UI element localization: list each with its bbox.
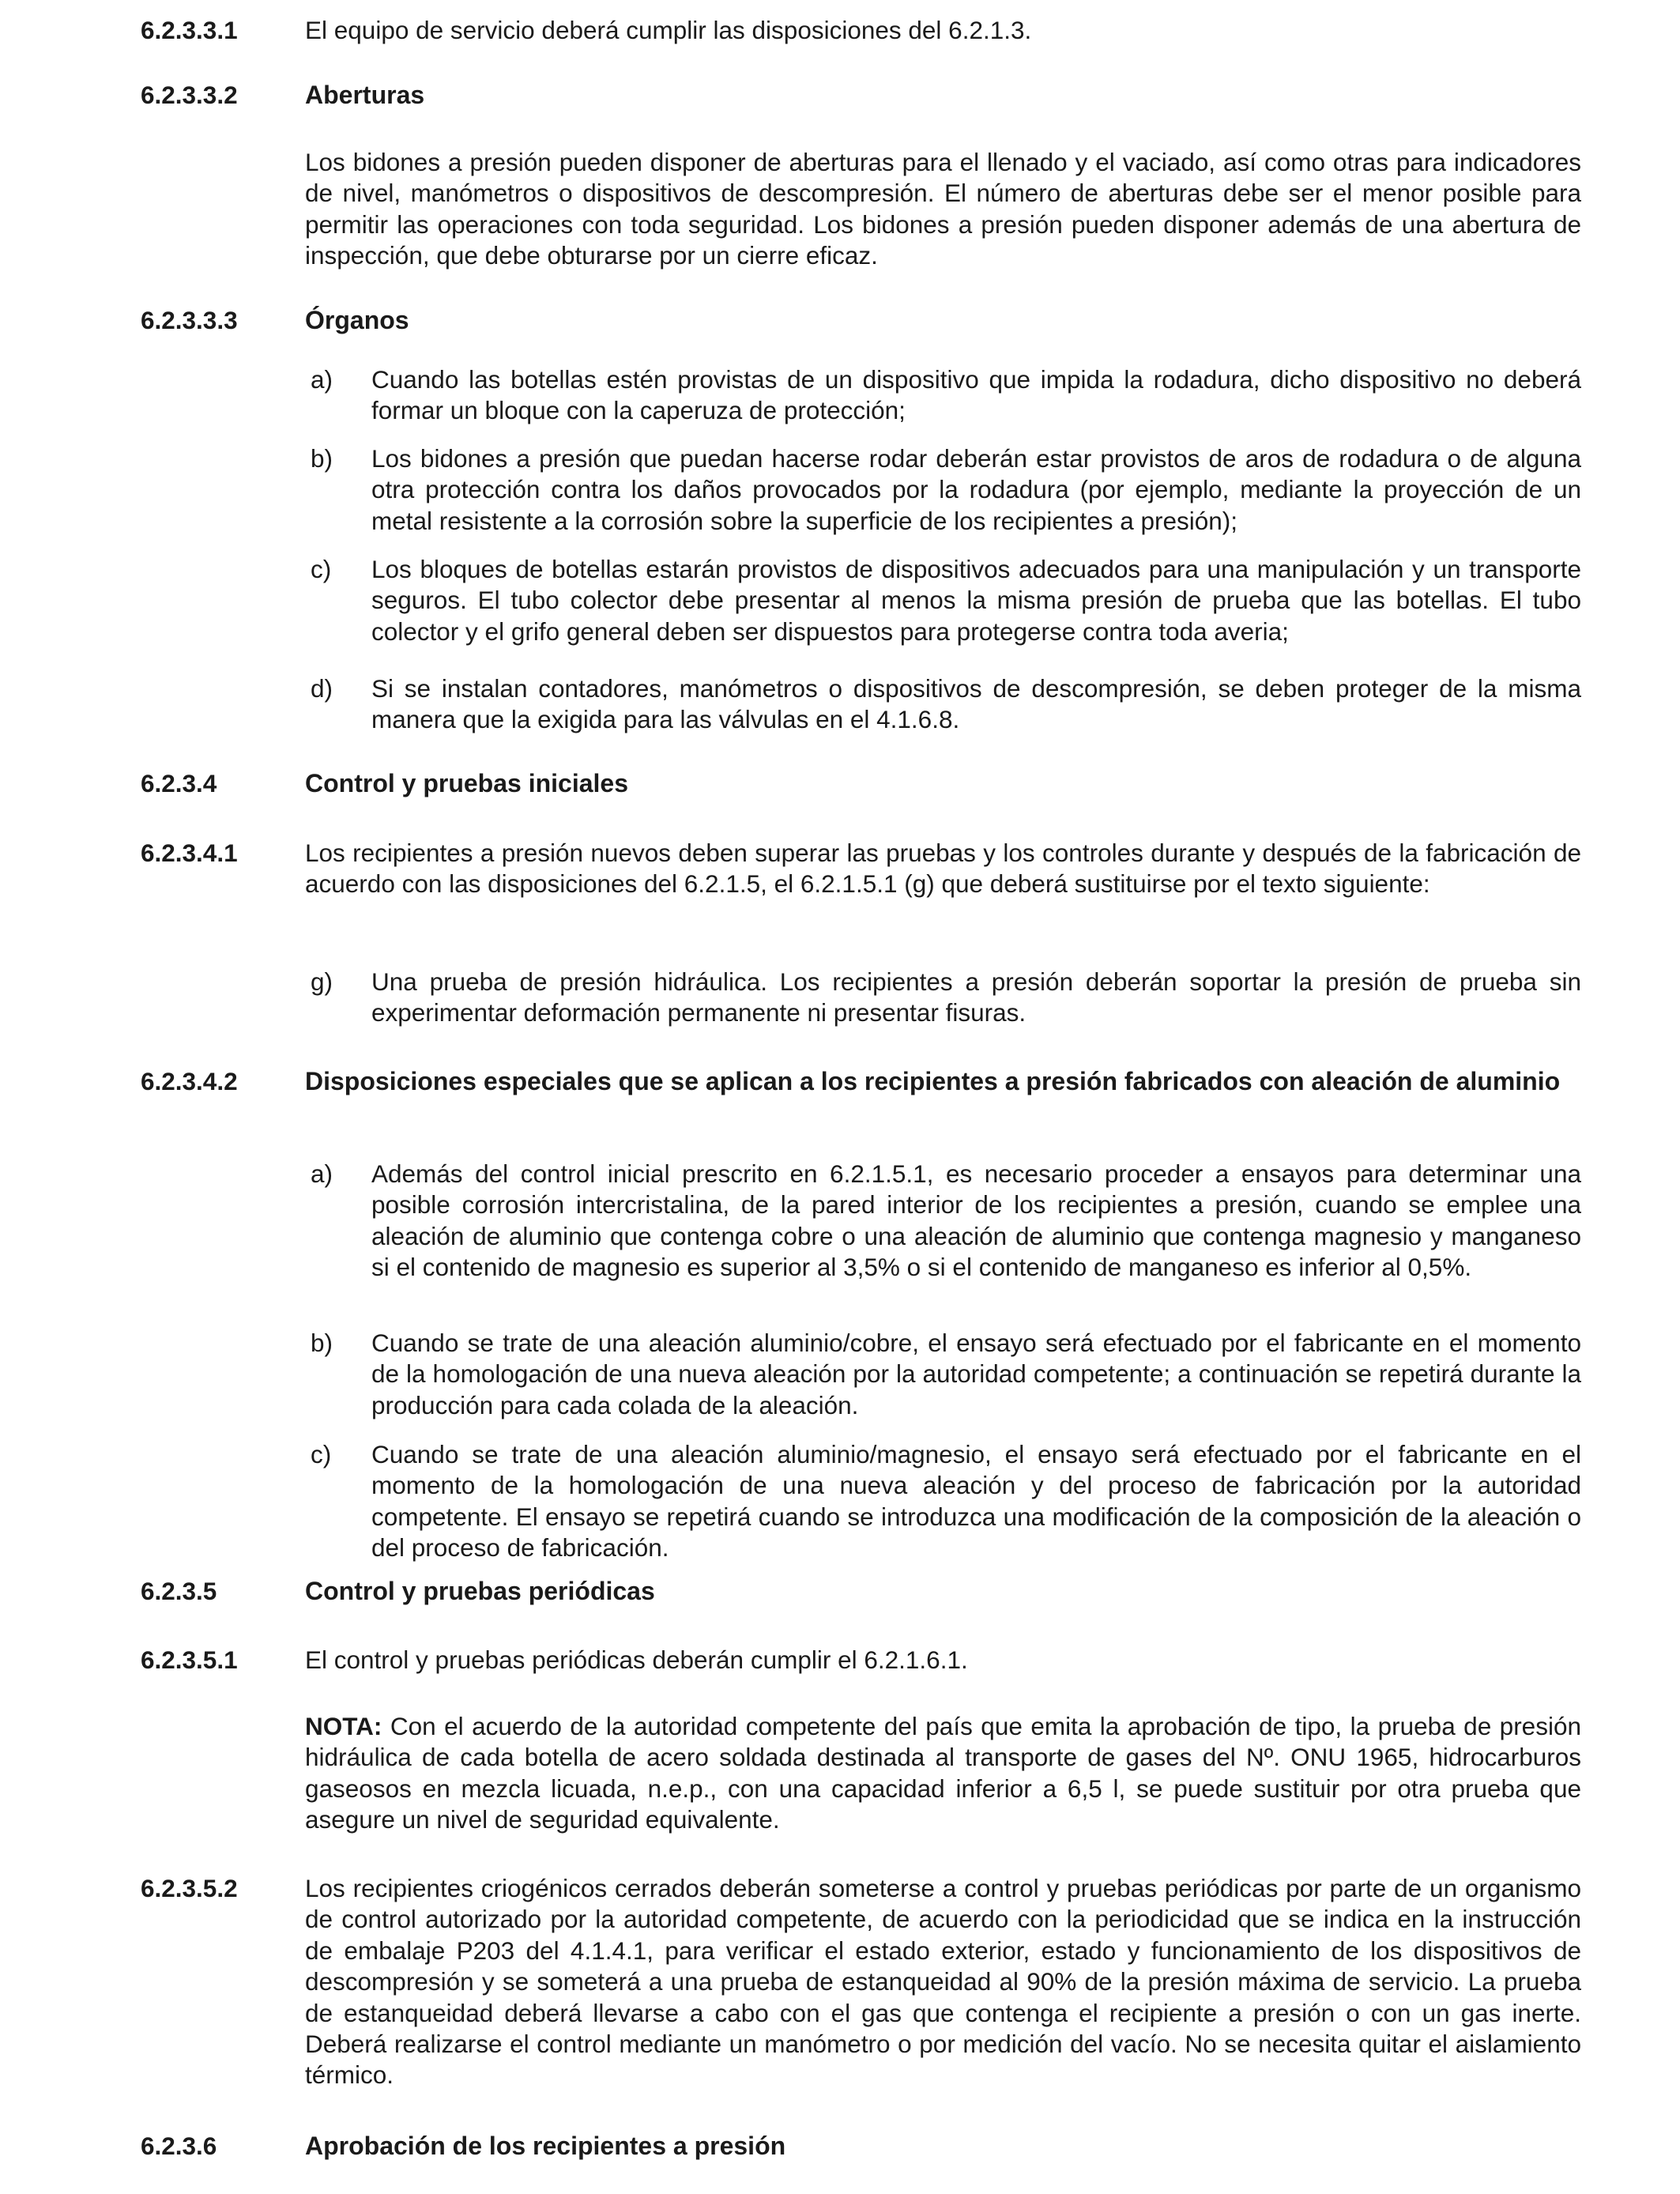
note-paragraph	[305, 1711, 1581, 1836]
section-text: Los recipientes criogénicos cerrados deberán someterse a control y pruebas periódicas por parte de un organismo de control autorizado por la autoridad competente, de acuerdo con la periodicidad que se indica en la instrucción de embalaje P203 del 4.1.4.1, para verificar el estado exterior, estado y funcionamiento de los dispositivos de descompresión y se someterá a una prueba de estanqueidad al 90% de la presión máxima de servicio. La prueba de estanqueidad deberá llevarse a cabo con el gas que contenga el recipiente a presión o con un gas inerte. Deberá realizarse el control mediante un manómetro o por medición del vacío. No se necesita quitar el aislamiento térmico.	[305, 1874, 1581, 2090]
section-number: 6.2.3.5	[141, 1577, 217, 1605]
list-item-label: d)	[311, 674, 333, 703]
section-title: Aberturas	[305, 81, 425, 109]
section-number: 6.2.3.5.2	[141, 1874, 238, 1902]
section-text: Los recipientes a presión nuevos deben superar las pruebas y los controles durante y después de la fabricación de acuerdo con las disposiciones del 6.2.1.5, el 6.2.1.5.1 (g) que deberá sustituirse por el texto siguiente:	[305, 839, 1581, 899]
section-number: 6.2.3.4	[141, 769, 217, 797]
section-number: 6.2.3.4.1	[141, 839, 238, 867]
section-title: Disposiciones especiales que se aplican a los recipientes a presión fabricados con aleación de aluminio	[305, 1067, 1561, 1095]
list-item-text: Cuando las botellas estén provistas de un dispositivo que impida la rodadura, dicho dispositivo no deberá formar un bloque con la caperuza de protección;	[371, 365, 1581, 425]
list-item-text: Si se instalan contadores, manómetros o dispositivos de descompresión, se deben proteger de la misma manera que la exigida para las válvulas en el 4.1.6.8.	[371, 674, 1581, 734]
section-title: Órganos	[305, 306, 409, 334]
section-number: 6.2.3.3.3	[141, 306, 238, 334]
list-item-text: Además del control inicial prescrito en 6.2.1.5.1, es necesario proceder a ensayos para determinar una posible corrosión intercristalina, de la pared interior de los recipientes a presión, cuando se emplee una aleación de aluminio que contenga cobre o una aleación de aluminio que contenga magnesio y manganeso si el contenido de magnesio es superior al 3,5% o si el contenido de manganeso es inferior al 0,5%.	[371, 1159, 1581, 1282]
section-title: Control y pruebas periódicas	[305, 1577, 655, 1605]
section-text: El control y pruebas periódicas deberán cumplir el 6.2.1.6.1.	[305, 1646, 968, 1674]
section-number: 6.2.3.3.2	[141, 81, 238, 109]
list-item-label: c)	[311, 555, 332, 583]
section-number: 6.2.3.5.1	[141, 1646, 238, 1674]
section-number: 6.2.3.4.2	[141, 1067, 238, 1095]
section-title: Aprobación de los recipientes a presión	[305, 2132, 786, 2160]
list-item-label: b)	[311, 1329, 333, 1357]
section-number: 6.2.3.6	[141, 2132, 217, 2160]
list-item-text: Los bidones a presión que puedan hacerse rodar deberán estar provistos de aros de rodadura o de alguna otra protección contra los daños provocados por la rodadura (por ejemplo, mediante la proyección de un metal resistente a la corrosión sobre la superficie de los recipientes a presión);	[371, 444, 1581, 535]
list-item-text: Los bloques de botellas estarán provistos de dispositivos adecuados para una manipulación y un transporte seguros. El tubo colector debe presentar al menos la misma presión de prueba que las botellas. El tubo colector y el grifo general deben ser dispuestos para protegerse contra toda averia;	[371, 555, 1581, 646]
list-item-label: g)	[311, 967, 333, 996]
list-item-label: c)	[311, 1440, 332, 1468]
list-item-text: Una prueba de presión hidráulica. Los recipientes a presión deberán soportar la presión de prueba sin experimentar deformación permanente ni presentar fisuras.	[371, 967, 1581, 1027]
section-title: Control y pruebas iniciales	[305, 769, 628, 797]
list-item-label: a)	[311, 365, 333, 394]
section-text: El equipo de servicio deberá cumplir las disposiciones del 6.2.1.3.	[305, 16, 1032, 44]
section-text: Los bidones a presión pueden disponer de aberturas para el llenado y el vaciado, así como otras para indicadores de nivel, manómetros o dispositivos de descompresión. El número de aberturas debe ser el menor posible para permitir las operaciones con toda seguridad. Los bidones a presión pueden disponer además de una abertura de inspección, que debe obturarse por un cierre eficaz.	[305, 148, 1581, 270]
note-label: NOTA:	[305, 1712, 382, 1740]
list-item-label: a)	[311, 1159, 333, 1188]
list-item-text: Cuando se trate de una aleación aluminio/magnesio, el ensayo será efectuado por el fabricante en el momento de la homologación de una nueva aleación y del proceso de fabricación por la autoridad competente. El ensayo se repetirá cuando se introduzca una modificación de la composición de la aleación o del proceso de fabricación.	[371, 1440, 1581, 1563]
list-item-text: Cuando se trate de una aleación aluminio/cobre, el ensayo será efectuado por el fabricante en el momento de la homologación de una nueva aleación por la autoridad competente; a continuación se repetirá durante la producción para cada colada de la aleación.	[371, 1329, 1581, 1419]
list-item-label: b)	[311, 444, 333, 473]
note-text: Con el acuerdo de la autoridad competente del país que emita la aprobación de tipo, la prueba de presión hidráulica de cada botella de acero soldada destinada al transporte de gases del Nº. ONU 1965, hidrocarburos gaseosos en mezcla licuada, n.e.p., con una capacidad inferior a 6,5 l, se puede sustituir por otra prueba que asegure un nivel de seguridad equivalente.	[305, 1712, 1581, 1834]
section-number: 6.2.3.3.1	[141, 16, 238, 44]
